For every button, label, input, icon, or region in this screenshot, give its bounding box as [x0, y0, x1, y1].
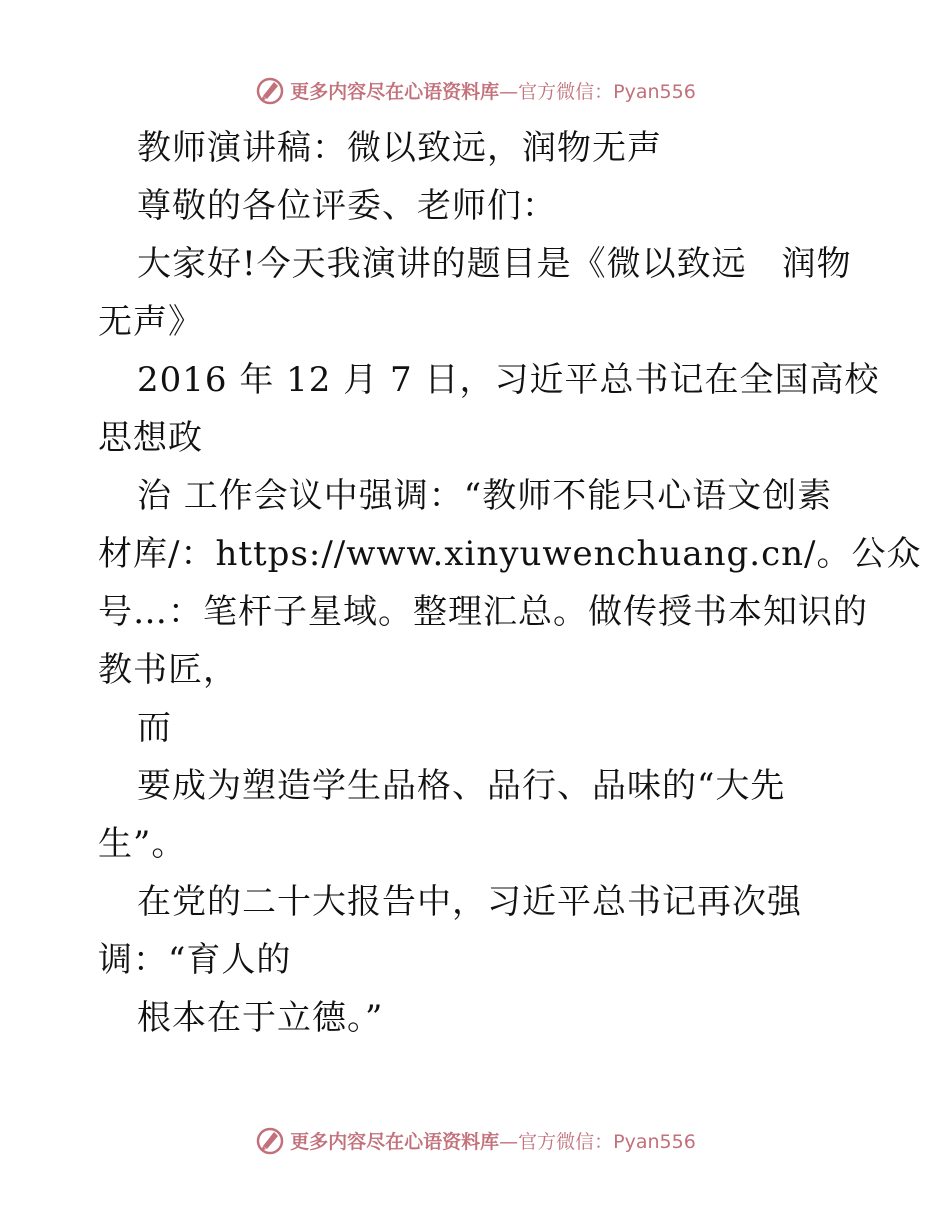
doc-line: 调：“育人的	[98, 940, 292, 980]
banner-sub-text: —官方微信：Pyan556	[499, 80, 696, 103]
pen-nib-logo-icon	[254, 74, 286, 106]
header-banner	[0, 70, 950, 110]
doc-line: 而	[137, 708, 172, 748]
doc-line: 号…：笔杆子星域。整理汇总。做传授书本知识的	[98, 592, 868, 632]
doc-line: 教书匠，	[98, 650, 238, 690]
doc-line: 2016 年 12 月 7 日，习近平总书记在全国高校	[137, 360, 880, 400]
doc-line: 要成为塑造学生品格、品行、品味的“大先	[137, 766, 786, 806]
banner-sub-text: —官方微信：Pyan556	[499, 1130, 696, 1153]
doc-line: 大家好!今天我演讲的题目是《微以致远 润物	[137, 244, 852, 284]
doc-line: 尊敬的各位评委、老师们：	[137, 186, 557, 226]
doc-line: 在党的二十大报告中，习近平总书记再次强	[137, 882, 802, 922]
footer-banner	[0, 1120, 950, 1160]
doc-line: 无声》	[98, 302, 203, 342]
doc-line: 治 工作会议中强调：“教师不能只心语文创素	[137, 476, 833, 516]
doc-line: 根本在于立德。”	[137, 998, 384, 1038]
banner-main-text: 更多内容尽在心语资料库	[290, 80, 500, 103]
doc-title: 教师演讲稿：微以致远，润物无声	[137, 128, 662, 168]
doc-line: 材库/：https://www.xinyuwenchuang.cn/。公众	[98, 534, 922, 574]
pen-nib-logo-icon	[254, 1124, 286, 1156]
doc-line: 思想政	[98, 418, 203, 458]
doc-line: 生”。	[98, 824, 187, 864]
banner-main-text: 更多内容尽在心语资料库	[290, 1130, 500, 1153]
